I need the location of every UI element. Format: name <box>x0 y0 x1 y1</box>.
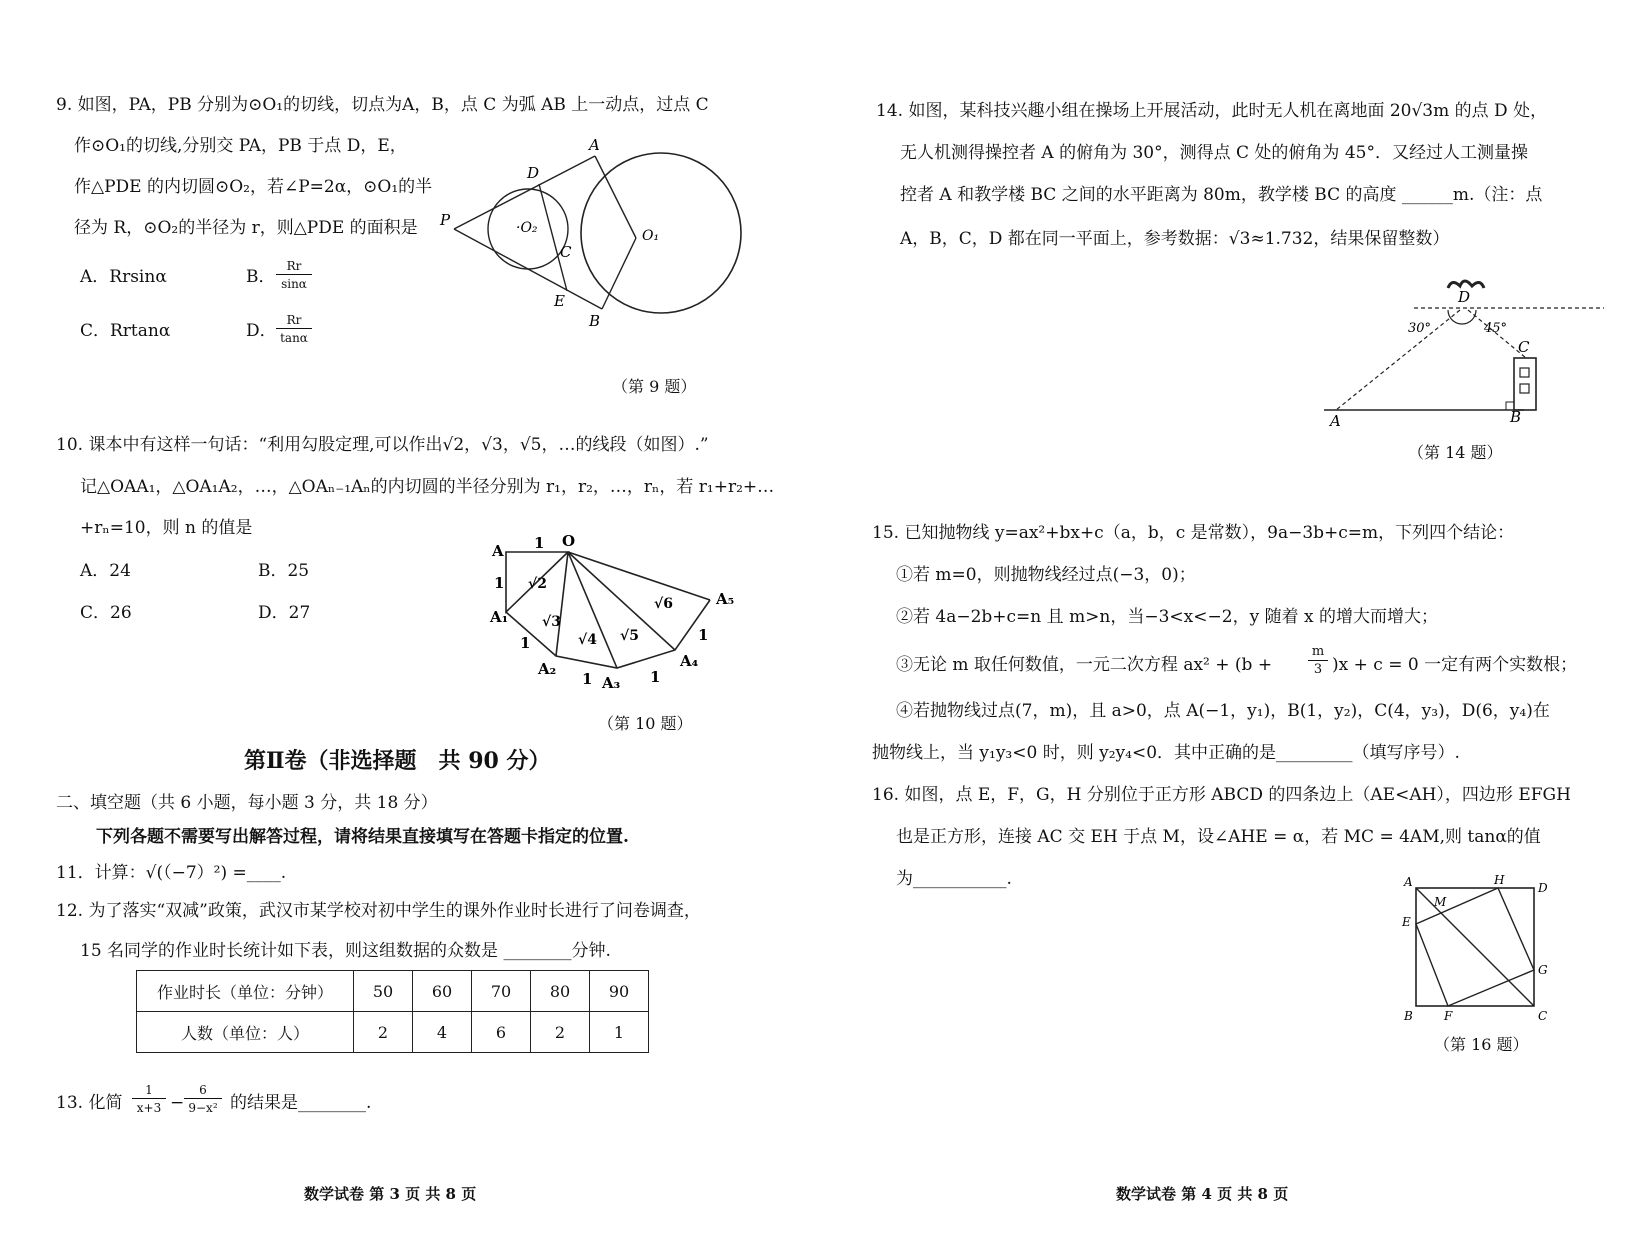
q13-fraction2-denominator: 9−x² <box>188 1101 218 1115</box>
q9-label-a: A <box>589 136 600 154</box>
q16-line2: 也是正方形，连接 AC 交 EH 于点 M，设∠AHE = α，若 MC = 4AM,则 tanα的值 <box>896 827 1541 847</box>
q14-line2: 无人机测得操控者 A 的俯角为 30°，测得点 C 处的俯角为 45°．又经过人工测量操 <box>900 143 1528 163</box>
q10-label-a: A <box>492 542 504 560</box>
q16-label-d: D <box>1538 881 1548 895</box>
table-cell: 2 <box>354 1012 413 1053</box>
q9-line1: 9. 如图，PA，PB 分别为⊙O₁的切线，切点为A，B，点 C 为弧 AB 上一动点，过点 C <box>56 95 709 115</box>
q10-line3: +rₙ=10，则 n 的值是 <box>80 518 253 538</box>
q9-label-b: B <box>589 312 601 330</box>
building-window <box>1520 384 1529 393</box>
table-header-time: 作业时长（单位：分钟） <box>137 971 354 1012</box>
tangent-pa <box>454 156 595 229</box>
q12-line1: 12. 为了落实“双减”政策，武汉市某学校对初中学生的课外作业时长进行了问卷调查， <box>56 901 701 921</box>
q15-line-end: 抛物线上，当 y₁y₃<0 时，则 y₂y₄<0．其中正确的是_________（填写序号）. <box>872 743 1460 763</box>
table-cell: 2 <box>531 1012 590 1053</box>
table-header-count: 人数（单位：人） <box>137 1012 354 1053</box>
q16-figure <box>1402 874 1562 1024</box>
q10-label-side-a3a4: 1 <box>650 668 661 686</box>
q14-figure <box>1324 276 1584 430</box>
q9-label-o2: ·O₂ <box>516 220 538 236</box>
q10-label-side-oa: 1 <box>534 534 545 552</box>
q13-prefix: 13. 化简 <box>56 1093 123 1113</box>
table-cell: 70 <box>472 971 531 1012</box>
q14-label-b: B <box>1510 408 1522 426</box>
q10-label-side-a4a5: 1 <box>698 626 709 644</box>
segment-o-a2 <box>556 552 568 656</box>
segment-o1-b <box>602 238 636 309</box>
q14-label-30: 30° <box>1408 321 1432 336</box>
segment-o-a5 <box>568 552 710 600</box>
q16-label-a: A <box>1404 875 1413 889</box>
q16-label-h: H <box>1494 873 1505 887</box>
table-cell: 1 <box>590 1012 649 1053</box>
table-cell: 50 <box>354 971 413 1012</box>
q10-line1: 10. 课本中有这样一句话：“利用勾股定理,可以作出√2，√3，√5，…的线段（如图）.” <box>56 435 709 455</box>
section-title: 第Ⅱ卷（非选择题 共 90 分） <box>244 748 551 774</box>
q15-item3-numerator: m <box>1308 644 1328 661</box>
q10-label-sqrt3: √3 <box>542 614 561 630</box>
q10-label-side-a2a3: 1 <box>582 670 593 688</box>
q16-label-f: F <box>1444 1009 1453 1023</box>
q16-line1: 16. 如图，点 E，F，G，H 分别位于正方形 ABCD 的四条边上（AE<AH），四边形 EFGH <box>872 785 1571 805</box>
tangent-pb <box>454 229 602 309</box>
q16-label-c: C <box>1538 1009 1548 1023</box>
q9-label-c: C <box>560 243 572 261</box>
q10-label-a2: A₂ <box>538 660 557 678</box>
q9-option-b-denominator: sinα <box>281 277 307 291</box>
q14-label-a: A <box>1330 412 1341 430</box>
q13-minus: − <box>170 1093 185 1113</box>
q14-line3: 控者 A 和教学楼 BC 之间的水平距离为 80m，教学楼 BC 的高度 ______m.（注：点 <box>900 185 1543 205</box>
q9-option-b-label: B． <box>246 267 276 287</box>
q10-label-side-aa1: 1 <box>494 574 505 592</box>
q16-label-e: E <box>1402 915 1411 929</box>
q10-option-d: D．27 <box>258 603 311 623</box>
q10-label-sqrt4: √4 <box>578 632 597 648</box>
q14-line4: A，B，C，D 都在同一平面上，参考数据：√3≈1.732，结果保留整数） <box>900 229 1450 249</box>
q14-label-d: D <box>1458 288 1471 306</box>
q9-label-e: E <box>554 292 565 310</box>
q15-item3-prefix: ③无论 m 取任何数值，一元二次方程 ax² + (b + <box>896 655 1273 675</box>
q10-label-sqrt2: √2 <box>528 576 547 592</box>
q14-label-45: 45° <box>1484 321 1508 336</box>
q15-item2: ②若 4a−2b+c=n 且 m>n，当−3<x<−2，y 随着 x 的增大而增大； <box>896 607 1438 627</box>
q16-line3: 为___________. <box>896 869 1012 889</box>
q9-option-d-label: D． <box>246 321 277 341</box>
table-row <box>137 1012 649 1053</box>
q13-fraction2-numerator: 6 <box>184 1082 222 1099</box>
segment-a-o1 <box>595 156 636 238</box>
part2-heading: 二、填空题（共 6 小题，每小题 3 分，共 18 分） <box>56 793 438 813</box>
q12-line2: 15 名同学的作业时长统计如下表，则这组数据的众数是 ________分钟. <box>80 941 611 961</box>
q10-label-a5: A₅ <box>716 590 735 608</box>
table-cell: 4 <box>413 1012 472 1053</box>
q9-line3: 作△PDE 的内切圆⊙O₂，若∠P=2α，⊙O₁的半 <box>74 177 433 197</box>
q10-caption: （第 10 题） <box>598 714 693 733</box>
exam-page-4 <box>816 0 1632 1236</box>
q16-label-m: M <box>1434 895 1447 909</box>
q9-line2: 作⊙O₁的切线,分别交 PA，PB 于点 D，E， <box>74 136 407 156</box>
q10-option-c: C．26 <box>80 603 132 623</box>
q10-label-side-a1a2: 1 <box>520 634 531 652</box>
q10-label-sqrt5: √5 <box>620 628 639 644</box>
tangent-de <box>539 184 567 291</box>
q9-label-d: D <box>527 164 540 182</box>
q15-line1: 15. 已知抛物线 y=ax²+bx+c（a，b，c 是常数），9a−3b+c=m，下列四个结论： <box>872 523 1515 543</box>
q15-item3-suffix: )x + c = 0 一定有两个实数根； <box>1332 655 1578 675</box>
q14-line1: 14. 如图，某科技兴趣小组在操场上开展活动，此时无人机在离地面 20√3m 的点 D 处， <box>876 101 1548 121</box>
q16-label-g: G <box>1538 963 1548 977</box>
q9-option-c: C．Rrtanα <box>80 321 171 341</box>
q13-fraction1-numerator: 1 <box>132 1082 166 1099</box>
q10-figure <box>490 532 740 702</box>
table-row <box>137 971 649 1012</box>
q9-option-b-numerator: Rr <box>276 258 312 275</box>
q16-caption: （第 16 题） <box>1434 1035 1529 1054</box>
page-footer-left: 数学试卷 第 3 页 共 8 页 <box>304 1185 477 1203</box>
table-cell: 6 <box>472 1012 531 1053</box>
q10-label-a4: A₄ <box>680 652 699 670</box>
q14-caption: （第 14 题） <box>1408 443 1503 462</box>
homework-time-table <box>136 970 649 1053</box>
q9-label-p: P <box>440 211 451 229</box>
q9-line4: 径为 R，⊙O₂的半径为 r，则△PDE 的面积是 <box>74 218 418 238</box>
q9-option-a: A．Rrsinα <box>80 267 167 287</box>
q10-label-a3: A₃ <box>602 674 621 692</box>
q15-item4: ④若抛物线过点(7，m)，且 a>0，点 A(−1，y₁)，B(1，y₂)，C(4，y₃)，D(6，y₄)在 <box>896 701 1550 721</box>
q16-label-b: B <box>1404 1009 1413 1023</box>
q13-fraction1-denominator: x+3 <box>136 1101 162 1115</box>
q14-label-c: C <box>1518 338 1530 356</box>
q13-suffix: 的结果是________. <box>230 1093 372 1113</box>
q10-line2: 记△OAA₁，△OA₁A₂，…，△OAₙ₋₁Aₙ的内切圆的半径分别为 r₁，r₂，…，rₙ，若 r₁+r₂+… <box>80 477 775 497</box>
segment-o-a3 <box>568 552 617 668</box>
table-cell: 80 <box>531 971 590 1012</box>
q10-label-o: O <box>562 532 576 550</box>
q9-option-d-numerator: Rr <box>276 312 312 329</box>
table-cell: 60 <box>413 971 472 1012</box>
table-cell: 90 <box>590 971 649 1012</box>
sight-line-da <box>1336 310 1460 410</box>
q9-caption: （第 9 题） <box>612 377 697 396</box>
q15-item3-denominator: 3 <box>1313 662 1323 677</box>
building-window <box>1520 368 1529 377</box>
q9-figure <box>440 128 760 348</box>
q10-option-b: B．25 <box>258 561 310 581</box>
q9-label-o1: O₁ <box>642 228 660 244</box>
page-footer-right: 数学试卷 第 4 页 共 8 页 <box>1116 1185 1289 1203</box>
part2-instruction: 下列各题不需要写出解答过程，请将结果直接填写在答题卡指定的位置. <box>96 827 629 847</box>
q9-option-d-denominator: tanα <box>280 331 308 345</box>
q10-label-sqrt6: √6 <box>654 596 673 612</box>
q11: 11．计算：√(（−7）²) =____. <box>56 863 287 883</box>
drone-icon <box>1448 281 1484 288</box>
q15-item1: ①若 m=0，则抛物线经过点(−3，0)； <box>896 565 1196 585</box>
q10-label-a1: A₁ <box>490 608 509 626</box>
q10-option-a: A．24 <box>80 561 131 581</box>
